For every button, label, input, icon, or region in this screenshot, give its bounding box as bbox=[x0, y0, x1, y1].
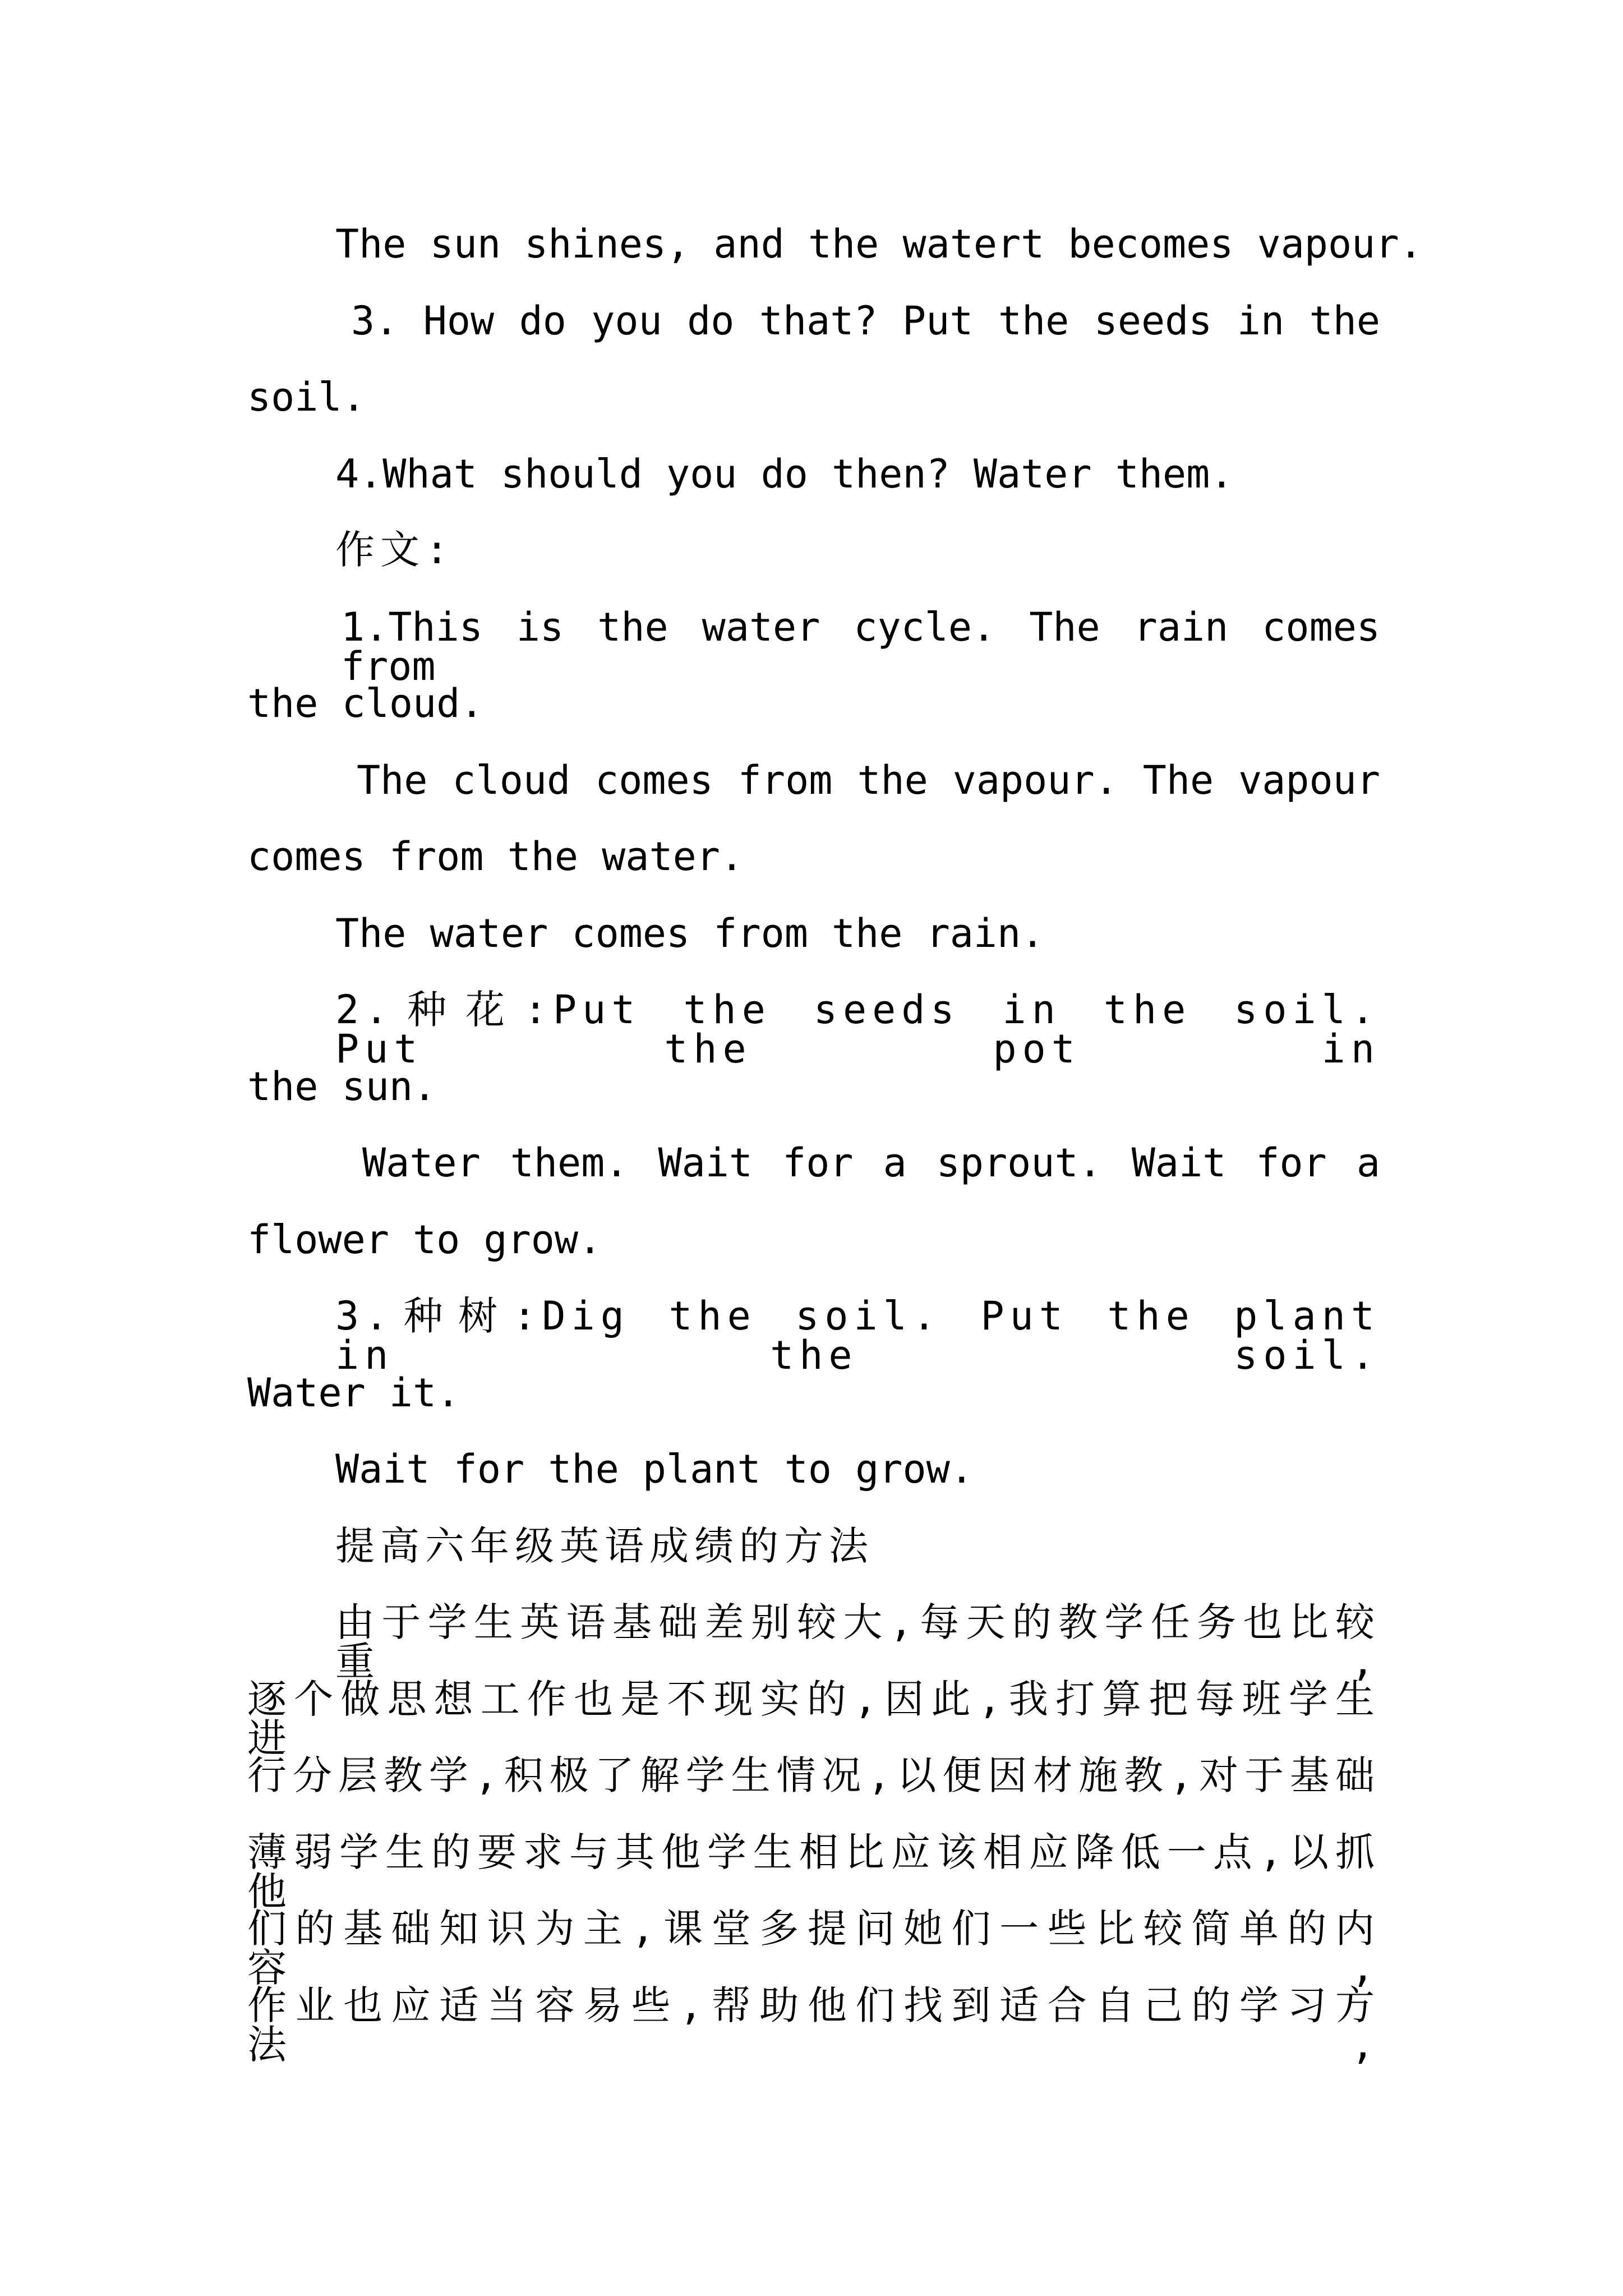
paragraph-line-3: 行分层教学,积极了解学生情况,以便因材施教,对于基础 bbox=[247, 1752, 1380, 1798]
text-line-sun-shines: The sun shines, and the watert becomes vapour. bbox=[335, 221, 1423, 267]
text-line-the-sun: the sun. bbox=[247, 1064, 437, 1110]
paragraph-line-2: 逐个做思想工作也是不现实的,因此,我打算把每班学生进 bbox=[247, 1676, 1380, 1761]
composition-heading: 作文: bbox=[335, 527, 455, 573]
text-line-what-should: 4.What should you do then? Water them. bbox=[335, 451, 1234, 497]
text-line-water-cycle: 1.This is the water cycle. The rain comes from bbox=[341, 604, 1380, 689]
section-heading: 提高六年级英语成绩的方法 bbox=[335, 1523, 874, 1569]
paragraph-line-4: 薄弱学生的要求与其他学生相比应该相应降低一点,以抓他 bbox=[247, 1829, 1380, 1915]
text-line-water-them: Water them. Wait for a sprout. Wait for a bbox=[362, 1140, 1380, 1186]
paragraph-line-6: 作业也应适当容易些,帮助他们找到适合自己的学习方法, bbox=[247, 1982, 1380, 2068]
text-line-water-it: Water it. bbox=[247, 1370, 460, 1416]
text-line-soil: soil. bbox=[247, 374, 366, 420]
text-line-plant-trees: 3.种树:Dig the soil. Put the plant in the soil. bbox=[335, 1293, 1380, 1378]
paragraph-line-5: 们的基础知识为主,课堂多提问她们一些比较简单的内容, bbox=[247, 1906, 1380, 1991]
text-line-wait-plant: Wait for the plant to grow. bbox=[335, 1446, 974, 1492]
text-line-comes-from-water: comes from the water. bbox=[247, 834, 744, 880]
text-line-water-comes-rain: The water comes from the rain. bbox=[335, 910, 1045, 956]
text-line-cloud-comes: The cloud comes from the vapour. The vapour bbox=[357, 757, 1380, 803]
paragraph-line-1: 由于学生英语基础差别较大,每天的教学任务也比较重, bbox=[335, 1599, 1380, 1685]
text-line-the-cloud: the cloud. bbox=[247, 680, 484, 726]
text-line-plant-flowers: 2.种花:Put the seeds in the soil. Put the pot in bbox=[335, 987, 1380, 1072]
text-line-flower-grow: flower to grow. bbox=[247, 1217, 602, 1263]
text-line-how-do-you: 3. How do you do that? Put the seeds in the bbox=[351, 298, 1380, 344]
